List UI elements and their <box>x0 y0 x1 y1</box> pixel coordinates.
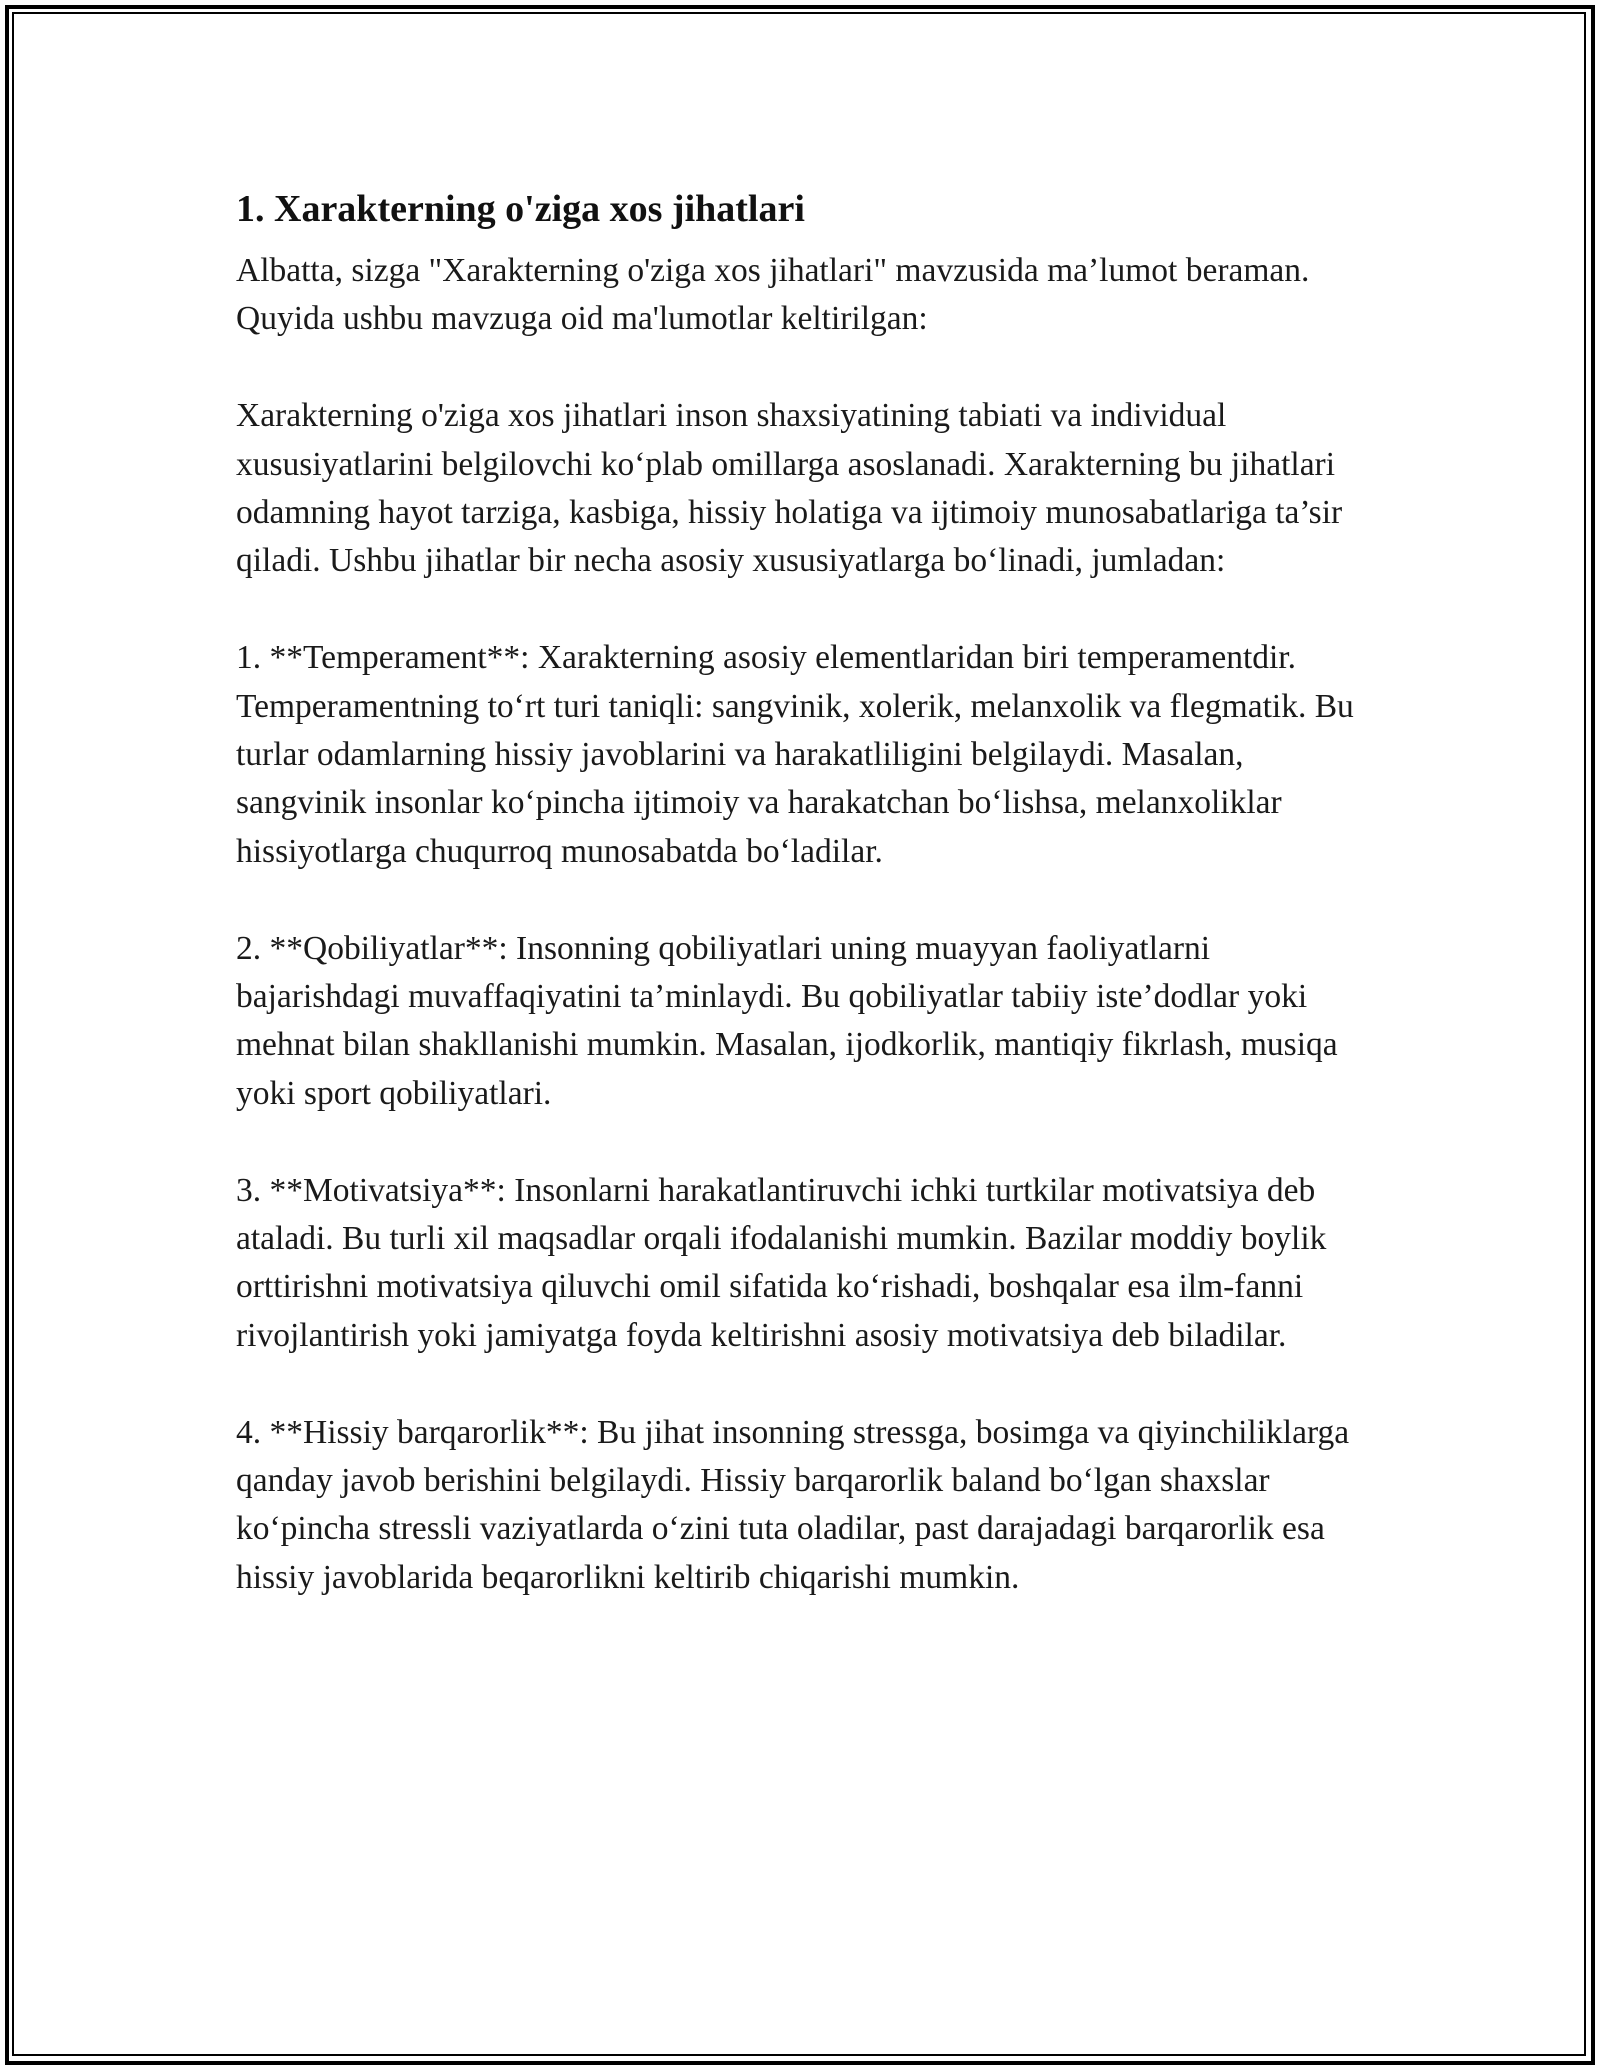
intro-paragraph: Albatta, sizga "Xarakterning o'ziga xos jihatlari" mavzusida ma’lumot beraman. Quyida ushbu mavzuga oid ma'lumotlar keltirilgan: <box>236 252 1310 338</box>
list-item-motivatsiya: 3. **Motivatsiya**: Insonlarni harakatlantiruvchi ichki turtkilar motivatsiya deb ataladi. Bu turli xil maqsadlar orqali ifodalanishi mumkin. Bazilar moddiy boylik orttirishni motivatsiya qiluvchi omil sifatida ko‘rishadi, boshqalar esa ilm-fanni rivojlantirish yoki jamiyatga foyda keltirishni asosiy motivatsiya deb biladilar. <box>236 1171 1327 1354</box>
list-item-qobiliyatlar: 2. **Qobiliyatlar**: Insonning qobiliyatlari uning muayyan faoliyatlarni bajarishdagi muvaffaqiyatini ta’minlaydi. Bu qobiliyatlar tabiiy iste’dodlar yoki mehnat bilan shakllanishi mumkin. Masalan, ijodkorlik, mantiqiy fikrlash, musiqa yoki sport qobiliyatlari. <box>236 929 1338 1112</box>
list-item-hissiy-barqarorlik: 4. **Hissiy barqarorlik**: Bu jihat insonning stressga, bosimga va qiyinchiliklarga qanday javob berishini belgilaydi. Hissiy barqarorlik baland bo‘lgan shaxslar ko‘pincha stressli vaziyatlarda o‘zini tuta oladilar, past darajadagi barqarorlik esa hissiy javoblarida beqarorlikni keltirib chiqarishi mumkin. <box>236 1413 1350 1596</box>
document-title: 1. Xarakterning o'ziga xos jihatlari <box>236 188 805 230</box>
list-item-temperament: 1. **Temperament**: Xarakterning asosiy elementlaridan biri temperamentdir. Temperamentning to‘rt turi taniqli: sangvinik, xolerik, melanxolik va flegmatik. Bu turlar odamlarning hissiy javoblarini va harakatliligini belgilaydi. Masalan, sangvinik insonlar ko‘pincha ijtimoiy va harakatchan bo‘lishsa, melanxoliklar hissiyotlarga chuqurroq munosabatda bo‘ladilar. <box>236 639 1354 870</box>
overview-paragraph: Xarakterning o'ziga xos jihatlari inson shaxsiyatining tabiati va individual xususiyatlarini belgilovchi ko‘plab omillarga asoslanadi. Xarakterning bu jihatlari odamning hayot tarziga, kasbiga, hissiy holatiga va ijtimoiy munosabatlariga ta’sir qiladi. Ushbu jihatlar bir necha asosiy xususiyatlarga bo‘linadi, jumladan: <box>236 397 1343 580</box>
document-body <box>236 185 1371 1651</box>
